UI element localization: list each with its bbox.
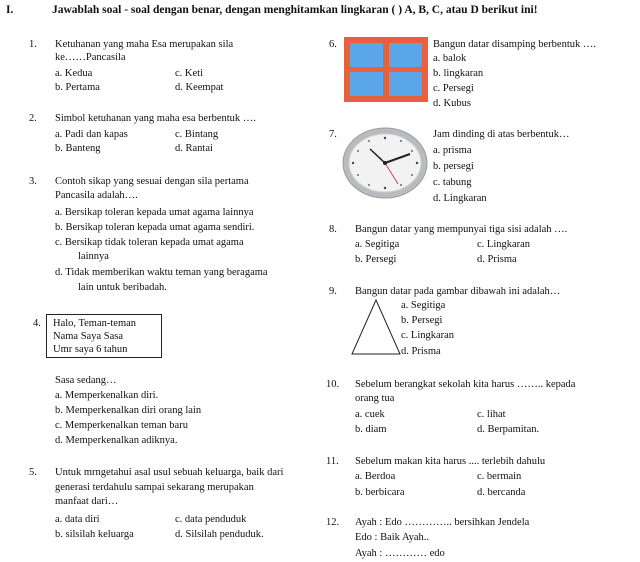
question-number: 10. bbox=[326, 379, 340, 390]
option-b[interactable]: b. Memperkenalkan diri orang lain bbox=[55, 405, 202, 416]
option-c[interactable]: c. tabung bbox=[433, 177, 472, 188]
option-d-continued: lain untuk beribadah. bbox=[78, 282, 167, 293]
option-b[interactable]: b. Persegi bbox=[355, 254, 397, 265]
question-text: manfaat dari… bbox=[55, 496, 119, 507]
question-number: 2. bbox=[29, 113, 37, 124]
question-number: 6. bbox=[329, 39, 337, 50]
option-b[interactable]: b. Banteng bbox=[55, 143, 101, 154]
question-text: Ketuhanan yang maha Esa merupakan sila bbox=[55, 39, 234, 50]
greeting-line: Umr saya 6 tahun bbox=[53, 344, 128, 355]
question-text: Sebelum berangkat sekolah kita harus …….. kepada bbox=[355, 379, 576, 390]
question-text: orang tua bbox=[355, 393, 395, 404]
instruction-heading: Jawablah soal - soal dengan benar, dengan menghitamkan lingkaran ( ) A, B, C, atau D berikut ini! bbox=[52, 4, 538, 16]
option-c[interactable]: c. data penduduk bbox=[175, 514, 247, 525]
question-text: Sebelum makan kita harus .... terlebih dahulu bbox=[355, 456, 546, 467]
option-a[interactable]: a. Memperkenalkan diri. bbox=[55, 390, 159, 401]
option-c[interactable]: c. lihat bbox=[477, 409, 506, 420]
question-number: 8. bbox=[329, 224, 337, 235]
dialog-line: Edo : Baik Ayah.. bbox=[355, 532, 429, 543]
dialog-line: Ayah : Edo ………….. bersihkan Jendela bbox=[355, 517, 530, 528]
question-text: ke……Pancasila bbox=[55, 52, 126, 63]
dialog-line: Ayah : ………… edo bbox=[355, 548, 445, 559]
question-text: Bangun datar pada gambar dibawah ini adalah… bbox=[355, 286, 561, 297]
option-a[interactable]: a. Padi dan kapas bbox=[55, 129, 128, 140]
option-c[interactable]: c. Bintang bbox=[175, 129, 219, 140]
option-c[interactable]: c. Persegi bbox=[433, 83, 474, 94]
option-c[interactable]: c. Bersikap tidak toleran kepada umat agama bbox=[55, 237, 244, 248]
option-d[interactable]: d. Prisma bbox=[477, 254, 517, 265]
greeting-line: Nama Saya Sasa bbox=[53, 331, 123, 342]
question-text: Contoh sikap yang sesuai dengan sila pertama bbox=[55, 176, 249, 187]
option-a[interactable]: a. Kedua bbox=[55, 68, 93, 79]
question-number: 7. bbox=[329, 129, 337, 140]
question-text: Untuk mrngetahui asal usul sebuah keluarga, baik dari bbox=[55, 467, 284, 478]
option-d[interactable]: d. Keempat bbox=[175, 82, 224, 93]
option-c[interactable]: c. bermain bbox=[477, 471, 522, 482]
question-text: Simbol ketuhanan yang maha esa berbentuk …. bbox=[55, 113, 256, 124]
greeting-line: Halo, Teman-teman bbox=[53, 318, 137, 329]
option-d[interactable]: d. Silsilah penduduk. bbox=[175, 529, 264, 540]
question-text: Sasa sedang… bbox=[55, 375, 117, 386]
option-c[interactable]: c. Keti bbox=[175, 68, 203, 79]
option-a[interactable]: a. Berdoa bbox=[355, 471, 396, 482]
option-c[interactable]: c. Memperkenalkan teman baru bbox=[55, 420, 188, 431]
option-c-continued: lainnya bbox=[78, 251, 109, 262]
option-b[interactable]: b. lingkaran bbox=[433, 68, 484, 79]
triangle-picture bbox=[350, 298, 402, 358]
option-d[interactable]: d. Tidak memberikan waktu teman yang beragama bbox=[55, 267, 268, 278]
wall-clock-picture bbox=[340, 124, 430, 200]
question-number: 4. bbox=[33, 318, 41, 329]
question-text: Pancasila adalah…. bbox=[55, 190, 138, 201]
option-b[interactable]: b. persegi bbox=[433, 161, 474, 172]
option-a[interactable]: a. Segitiga bbox=[401, 300, 446, 311]
option-d[interactable]: d. Berpamitan. bbox=[477, 424, 540, 435]
option-b[interactable]: b. Persegi bbox=[401, 315, 443, 326]
option-b[interactable]: b. silsilah keluarga bbox=[55, 529, 134, 540]
option-d[interactable]: d. Kubus bbox=[433, 98, 471, 109]
question-text: Jam dinding di atas berbentuk… bbox=[433, 129, 570, 140]
question-text: Bangun datar disamping berbentuk …. bbox=[433, 39, 597, 50]
option-d[interactable]: d. bercanda bbox=[477, 487, 526, 498]
question-number: 3. bbox=[29, 176, 37, 187]
option-c[interactable]: c. Lingkaran bbox=[477, 239, 531, 250]
question-number: 12. bbox=[326, 517, 340, 528]
question-number: 1. bbox=[29, 39, 37, 50]
option-d[interactable]: d. Memperkenalkan adiknya. bbox=[55, 435, 178, 446]
option-a[interactable]: a. balok bbox=[433, 53, 467, 64]
question-number: 11. bbox=[326, 456, 339, 467]
question-text: Bangun datar yang mempunyai tiga sisi adalah …. bbox=[355, 224, 568, 235]
option-d[interactable]: d. Lingkaran bbox=[433, 193, 487, 204]
option-a[interactable]: a. cuek bbox=[355, 409, 385, 420]
option-d[interactable]: d. Rantai bbox=[175, 143, 213, 154]
section-number: I. bbox=[6, 4, 14, 16]
option-a[interactable]: a. Bersikap toleran kepada umat agama lainnya bbox=[55, 207, 254, 218]
window-picture bbox=[344, 37, 428, 102]
option-b[interactable]: b. diam bbox=[355, 424, 387, 435]
question-number: 5. bbox=[29, 467, 37, 478]
question-number: 9. bbox=[329, 286, 337, 297]
option-a[interactable]: a. Segitiga bbox=[355, 239, 400, 250]
option-b[interactable]: b. Pertama bbox=[55, 82, 100, 93]
option-d[interactable]: d. Prisma bbox=[401, 346, 441, 357]
option-b[interactable]: b. Bersikap toleran kepada umat agama sendiri. bbox=[55, 222, 255, 233]
option-a[interactable]: a. data diri bbox=[55, 514, 100, 525]
option-b[interactable]: b. berbicara bbox=[355, 487, 405, 498]
question-text: generasi terdahulu sampai sekarang merupakan bbox=[55, 482, 254, 493]
option-a[interactable]: a. prisma bbox=[433, 145, 472, 156]
option-c[interactable]: c. Lingkaran bbox=[401, 330, 455, 341]
